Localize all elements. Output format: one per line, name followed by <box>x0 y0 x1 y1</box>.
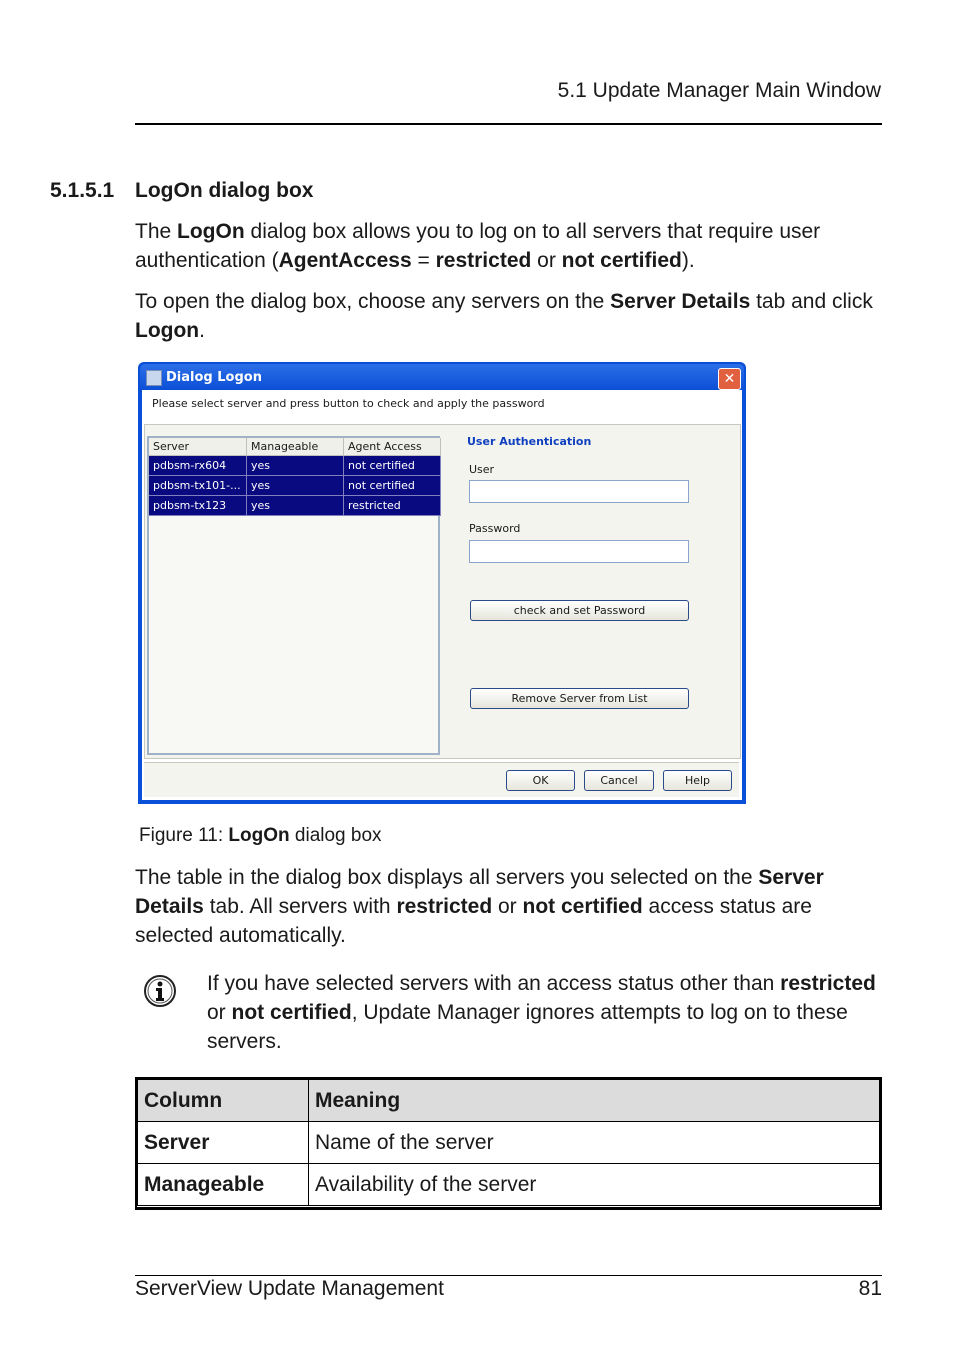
cell-server: pdbsm-tx123 <box>149 496 247 515</box>
header-column: Column <box>138 1080 309 1122</box>
help-button[interactable]: Help <box>663 770 732 791</box>
column-header-manageable[interactable]: Manageable <box>247 438 344 455</box>
remove-server-button[interactable]: Remove Server from List <box>470 688 689 709</box>
section-title: LogOn dialog box <box>135 179 314 202</box>
server-table <box>147 436 440 755</box>
cell-agent-access: restricted <box>344 496 441 515</box>
intro-paragraph-1: The LogOn dialog box allows you to log on to all servers that require user authentication (AgentAccess = restricted or not certified). <box>135 220 821 272</box>
user-authentication-title: User Authentication <box>467 435 592 448</box>
running-header: 5.1 Update Manager Main Window <box>557 79 881 102</box>
cell-agent-access: not certified <box>344 456 441 475</box>
cell-meaning: Availability of the server <box>309 1164 880 1207</box>
column-header-agent-access[interactable]: Agent Access <box>344 438 441 455</box>
footer-rule <box>135 1275 882 1276</box>
password-label: Password <box>469 522 521 535</box>
cell-server: pdbsm-rx604 <box>149 456 247 475</box>
ok-button[interactable]: OK <box>506 770 575 791</box>
server-table-header <box>149 438 441 456</box>
table-row <box>138 1122 880 1164</box>
table-row[interactable] <box>149 476 441 496</box>
dialog-main-panel <box>144 424 741 759</box>
figure-caption: Figure 11: LogOn dialog box <box>139 825 382 846</box>
dialog-button-bar <box>144 762 739 797</box>
intro-paragraph-2: To open the dialog box, choose any servers on the Server Details tab and click Logon. <box>135 290 873 342</box>
dialog-instruction: Please select server and press button to check and apply the password <box>152 397 545 410</box>
info-icon <box>143 974 177 1013</box>
cancel-button[interactable]: Cancel <box>584 770 654 791</box>
column-header-server[interactable]: Server <box>149 438 247 455</box>
table-row <box>138 1164 880 1207</box>
dialog-title: Dialog Logon <box>166 370 262 385</box>
dialog-body <box>142 390 742 800</box>
column-meaning-table <box>135 1077 882 1210</box>
cell-server: pdbsm-tx101-... <box>149 476 247 495</box>
header-rule <box>135 123 882 125</box>
table-row[interactable] <box>149 456 441 476</box>
dialog-title-bar <box>140 364 744 390</box>
cell-meaning: Name of the server <box>309 1122 880 1164</box>
cell-manageable: yes <box>247 456 344 475</box>
body-paragraph: The table in the dialog box displays all servers you selected on the Server Details tab. All servers with restricted or not certified access status are selected automatically. <box>135 866 824 947</box>
table-header-row <box>138 1080 880 1122</box>
cell-column: Server <box>138 1122 309 1164</box>
cell-manageable: yes <box>247 496 344 515</box>
java-app-icon <box>146 370 162 386</box>
cell-manageable: yes <box>247 476 344 495</box>
info-note: If you have selected servers with an access status other than restricted or not certified, Update Manager ignores attempts to log on to these servers. <box>207 972 876 1053</box>
check-and-set-password-button[interactable]: check and set Password <box>470 600 689 621</box>
logon-dialog-screenshot <box>138 362 746 804</box>
user-input[interactable] <box>469 480 689 503</box>
page-number: 81 <box>858 1277 882 1300</box>
cell-agent-access: not certified <box>344 476 441 495</box>
user-label: User <box>469 463 495 476</box>
close-icon[interactable]: ✕ <box>718 368 741 390</box>
header-meaning: Meaning <box>309 1080 880 1122</box>
table-row[interactable] <box>149 496 441 516</box>
cell-column: Manageable <box>138 1164 309 1207</box>
footer-product-name: ServerView Update Management <box>135 1277 444 1300</box>
password-input[interactable] <box>469 540 689 563</box>
section-number: 5.1.5.1 <box>50 179 115 202</box>
